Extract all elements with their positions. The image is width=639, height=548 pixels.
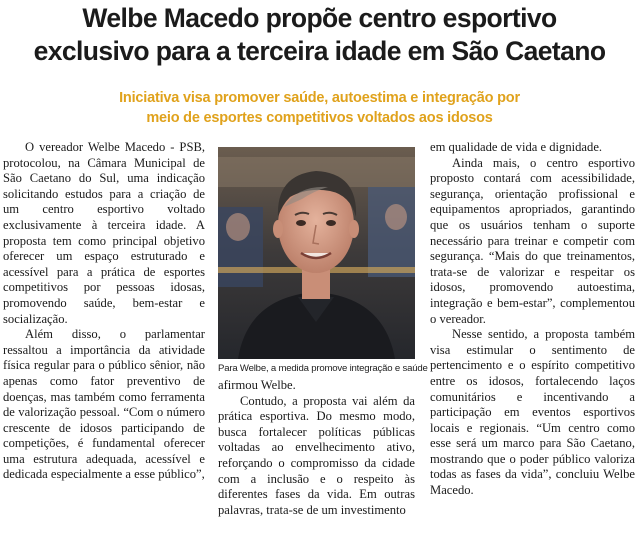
paragraph-attribution: afirmou Welbe. [218, 378, 296, 392]
headline-line-2: exclusivo para a terceira idade em São Caetano [33, 36, 606, 66]
portrait-illustration [218, 147, 415, 359]
subheadline-line-1: Iniciativa visa promover saúde, autoestima e integração por [119, 90, 520, 106]
paragraph-facilities: Ainda mais, o centro esportivo proposto contará com acessibilidade, segurança, orientação profissional e equipamentos apropriados, garantindo que os usuários tenham o suporte necessário para treinar e competir com segurança. “Mais do que treinamentos, trata-se de valorizar e respeitar os idosos, promovendo autoestima, integração e bem-estar”, complementou o vereador. [430, 155, 635, 326]
article-column-3 [430, 140, 635, 499]
paragraph-conclusion: Nesse sentido, a proposta também visa estimular o sentimento de pertencimento e o espírito competitivo entre os idosos, fortalecendo laços comunitários e incentivando a participação em eventos esportivos locais e regionais. “Um centro como esse será um marco para São Caetano, mostrando que o poder público valoriza todas as fases da vida”, concluiu Welbe Macedo. [430, 327, 635, 498]
column-2-text [218, 378, 415, 518]
photo-caption: Para Welbe, a medida promove integração e saúde [218, 363, 428, 374]
politician-photo [218, 147, 415, 359]
subheadline [0, 88, 639, 128]
subheadline-line-2: meio de esportes competitivos voltados aos idosos [146, 110, 493, 126]
paragraph-public-policy: Contudo, a proposta vai além da prática esportiva. Do mesmo modo, busca fortalecer políticas públicas voltadas ao envelhecimento ativo, reforçando o compromisso da cidade com a inclusão e o respeito às diferentes fases da vida. Em outras palavras, trata-se de um investimento [218, 393, 415, 517]
paragraph-physical-activity: Além disso, o parlamentar ressaltou a importância da atividade física regular para o público sênior, não apenas como fator preventivo de doenças, mas também como ferramenta de valorização pessoal. “Com o número crescente de idosos participando de competições, é fundamental oferecer uma estrutura adequada, acessível e dedicada especialmente a esse público”, [3, 327, 205, 482]
headline-line-1: Welbe Macedo propõe centro esportivo [82, 3, 557, 33]
paragraph-continuation: em qualidade de vida e dignidade. [430, 140, 603, 154]
paragraph-intro: O vereador Welbe Macedo - PSB, protocolou, na Câmara Municipal de São Caetano do Sul, uma indicação solicitando estudos para a criação de um centro esportivo voltado exclusivamente à terceira idade. A proposta tem como principal objetivo oferecer um espaço estruturado e acessível para a prática de esportes competitivos por pessoas idosas, promovendo saúde, bem-estar e socialização. [3, 140, 205, 326]
headline [0, 2, 639, 68]
article-column-1 [3, 140, 205, 483]
